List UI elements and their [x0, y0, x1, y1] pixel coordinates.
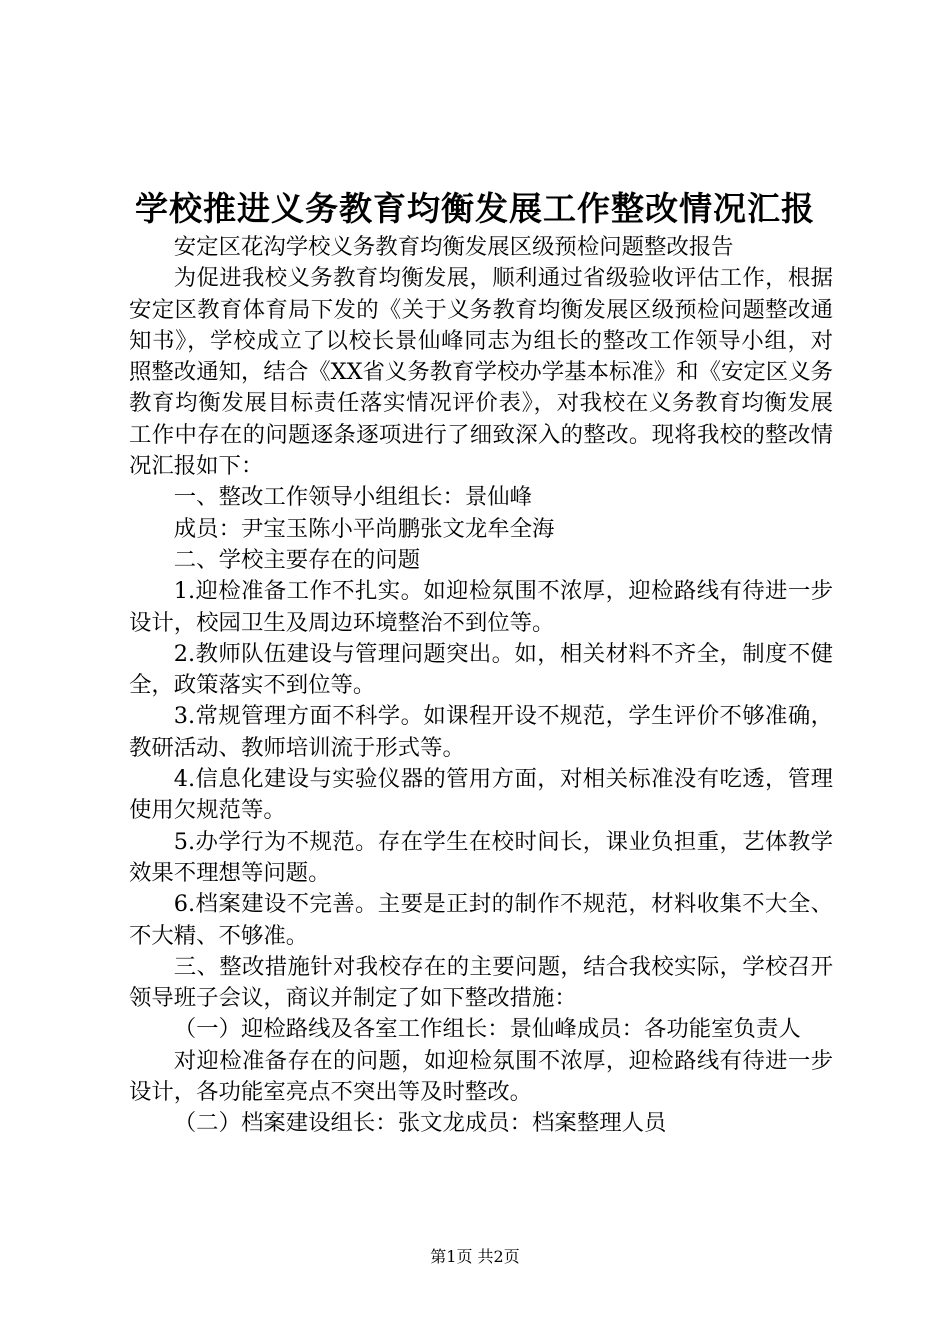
measure-group-1-detail: 对迎检准备存在的问题，如迎检氛围不浓厚，迎检路线有待进一步设计，各功能室亮点不突出等及时整改。: [129, 1047, 833, 1106]
document-body: [129, 232, 833, 1140]
report-subtitle: 安定区花沟学校义务教育均衡发展区级预检问题整改报告: [173, 234, 734, 260]
document-title: 学校推进义务教育均衡发展工作整改情况汇报: [135, 189, 815, 228]
paragraph-intro: 为促进我校义务教育均衡发展，顺利通过省级验收评估工作，根据安定区教育体育局下发的《关于义务教育均衡发展区级预检问题整改通知书》，学校成立了以校长景仙峰同志为组长的整改工作领导小组，对照整改通知，结合《XX省义务教育学校办学基本标准》和《安定区义务教育均衡发展目标责任落实情况评价表》，对我校在义务教育均衡发展工作中存在的问题逐条逐项进行了细致深入的整改。现将我校的整改情况汇报如下：: [129, 265, 833, 480]
measure-group-2: （二）档案建设组长：张文龙成员：档案整理人员: [173, 1110, 667, 1137]
problem-item-4: 4.信息化建设与实验仪器的管用方面，对相关标准没有吃透，管理使用欠规范等。: [129, 766, 833, 824]
problem-item-1: 1.迎检准备工作不扎实。如迎检氛围不浓厚，迎检路线有待进一步设计，校园卫生及周边环境整治不到位等。: [129, 578, 833, 636]
paragraph-members: 成员：尹宝玉陈小平尚鹏张文龙牟全海: [173, 515, 555, 542]
problem-item-5: 5.办学行为不规范。存在学生在校时间长，课业负担重，艺体教学效果不理想等问题。: [129, 828, 833, 886]
problem-item-2: 2.教师队伍建设与管理问题突出。如，相关材料不齐全，制度不健全，政策落实不到位等。: [129, 640, 833, 699]
problem-item-3: 3.常规管理方面不科学。如课程开设不规范，学生评价不够准确，教研活动、教师培训流于形式等。: [129, 703, 833, 761]
page-number-footer: 第1页 共2页: [430, 1247, 520, 1266]
measure-group-1: （一）迎检路线及各室工作组长：景仙峰成员：各功能室负责人: [173, 1016, 801, 1043]
heading-problems: 二、学校主要存在的问题: [173, 546, 421, 573]
paragraph-leader: 一、整改工作领导小组组长：景仙峰: [173, 484, 533, 511]
heading-measures: 三、整改措施针对我校存在的主要问题，结合我校实际，学校召开领导班子会议，商议并制定了如下整改措施：: [129, 953, 833, 1012]
problem-item-6: 6.档案建设不完善。主要是正封的制作不规范，材料收集不大全、不大精、不够准。: [129, 891, 833, 949]
